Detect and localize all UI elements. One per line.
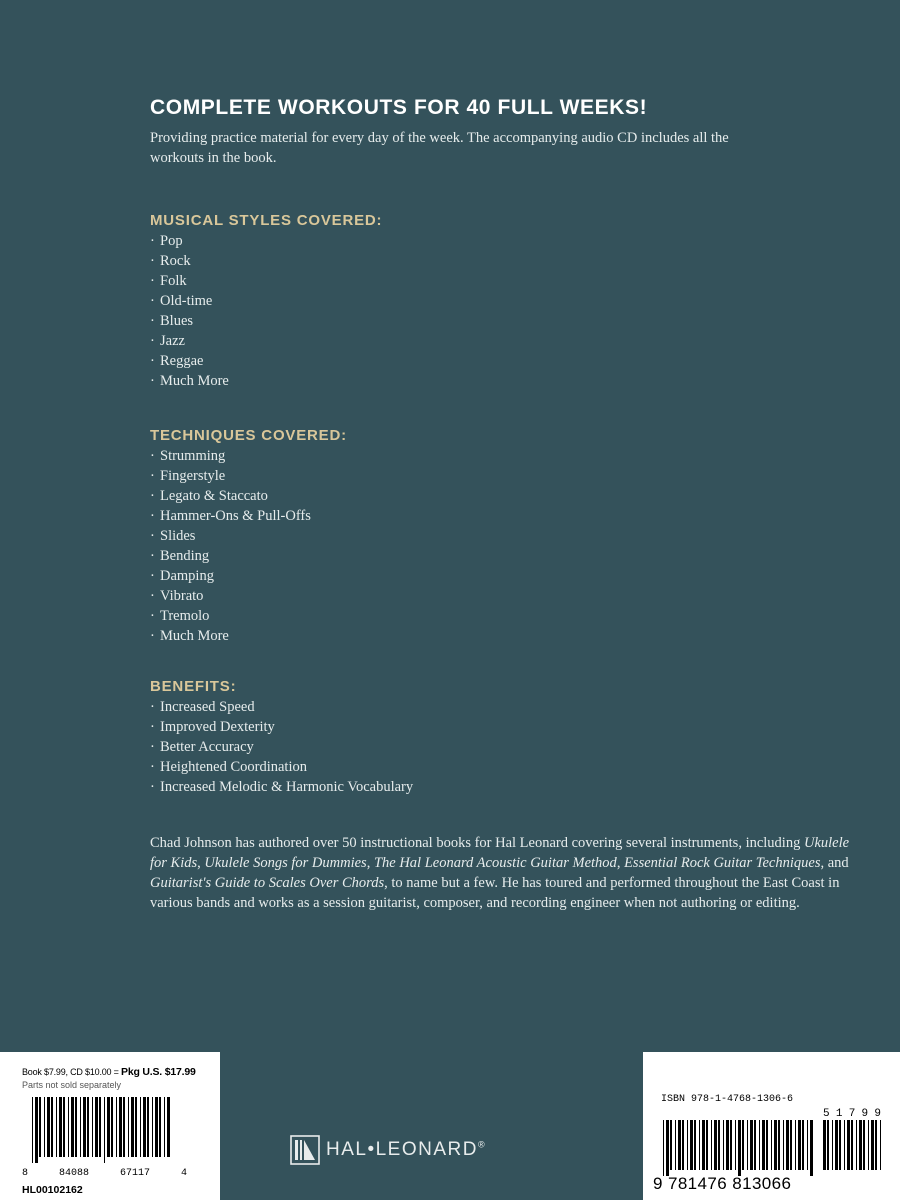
list-item: · Slides	[150, 526, 840, 546]
barcode-bar	[802, 1120, 804, 1170]
barcode-bar	[32, 1097, 33, 1163]
list-benefits	[150, 697, 840, 797]
list-item: · Fingerstyle	[150, 466, 840, 486]
list-item: · Improved Dexterity	[150, 717, 840, 737]
barcode-bar	[778, 1120, 780, 1170]
barcode-bar	[771, 1120, 772, 1170]
barcode-bar	[675, 1120, 676, 1170]
barcode-bar	[155, 1097, 158, 1157]
barcode-bar	[68, 1097, 69, 1157]
list-item: · Much More	[150, 626, 840, 646]
barcode-bar	[678, 1120, 681, 1170]
barcode-bar	[880, 1120, 881, 1170]
addon-digit: 1	[835, 1108, 843, 1120]
price-total: Pkg U.S. $17.99	[121, 1066, 196, 1078]
barcode-bar	[706, 1120, 708, 1170]
list-item: · Pop	[150, 231, 840, 251]
barcode-bar	[92, 1097, 93, 1157]
section-title-benefits: BENEFITS:	[150, 678, 237, 695]
list-item: · Tremolo	[150, 606, 840, 626]
list-item: · Much More	[150, 371, 840, 391]
upc-barcode	[32, 1097, 172, 1163]
barcode-bar	[104, 1097, 105, 1163]
barcode-bar	[690, 1120, 693, 1170]
upc-digit-group: 67117	[119, 1168, 150, 1179]
isbn-barcode	[663, 1120, 813, 1176]
section-title-techniques: TECHNIQUES COVERED:	[150, 427, 347, 444]
barcode-bar	[723, 1120, 724, 1170]
barcode-bar	[859, 1120, 862, 1170]
barcode-bar	[95, 1097, 98, 1157]
list-item: · Folk	[150, 271, 840, 291]
list-item: · Legato & Staccato	[150, 486, 840, 506]
barcode-bar	[159, 1097, 161, 1157]
hal-leonard-logo	[290, 1135, 486, 1165]
barcode-bar	[851, 1120, 853, 1170]
barcode-bar	[666, 1120, 669, 1176]
barcode-bar	[863, 1120, 865, 1170]
barcode-bar	[99, 1097, 101, 1157]
upc-digit-group: 8	[22, 1168, 29, 1179]
logo-text	[326, 1139, 486, 1161]
barcode-bar	[742, 1120, 744, 1170]
barcode-bar	[687, 1120, 688, 1170]
barcode-bar	[847, 1120, 850, 1170]
product-code: HL00102162	[22, 1184, 83, 1196]
addon-digit: 9	[861, 1108, 869, 1120]
barcode-bar	[123, 1097, 125, 1157]
upc-digits	[22, 1168, 187, 1179]
barcode-bar	[699, 1120, 700, 1170]
list-techniques	[150, 446, 840, 646]
list-item: · Heightened Coordination	[150, 757, 840, 777]
barcode-bar	[875, 1120, 877, 1170]
barcode-bar	[164, 1097, 165, 1157]
barcode-bar	[83, 1097, 86, 1157]
barcode-bar	[786, 1120, 789, 1170]
barcode-bar	[44, 1097, 45, 1157]
headline: COMPLETE WORKOUTS FOR 40 FULL WEEKS!	[150, 96, 648, 119]
parts-note: Parts not sold separately	[22, 1080, 122, 1090]
logo-wordmark: HAL•LEONARD	[326, 1139, 478, 1160]
barcode-bar	[75, 1097, 77, 1157]
list-item: · Increased Speed	[150, 697, 840, 717]
barcode-bar	[140, 1097, 141, 1157]
intro-text: Providing practice material for every day of the week. The accompanying audio CD includes all the workouts in the book.	[150, 130, 729, 166]
barcode-bar	[80, 1097, 81, 1157]
barcode-bar	[39, 1097, 41, 1157]
list-item: · Bending	[150, 546, 840, 566]
bio-sep: ,	[197, 855, 205, 871]
barcode-bar	[823, 1120, 826, 1170]
list-item: · Rock	[150, 251, 840, 271]
barcode-bar	[714, 1120, 717, 1170]
barcode-bar	[839, 1120, 841, 1170]
price-barcode-box	[0, 1052, 220, 1200]
section-title-styles: MUSICAL STYLES COVERED:	[150, 212, 383, 229]
list-item: · Strumming	[150, 446, 840, 466]
barcode-bar	[682, 1120, 684, 1170]
cover-text	[150, 96, 850, 928]
barcode-bar	[735, 1120, 736, 1170]
barcode-bar	[663, 1120, 664, 1176]
barcode-bar	[738, 1120, 741, 1176]
author-bio	[150, 833, 850, 913]
bio-text: Chad Johnson has authored over 50 instructional books for Hal Leonard covering several instruments, including	[150, 835, 804, 851]
bio-text: , to name but a few. He has toured and performed throughout the East Coast in various bands and works as a session guitarist, composer, and recording engineer when not authoring or editing.	[150, 875, 840, 911]
barcode-bar	[795, 1120, 796, 1170]
barcode-bar	[783, 1120, 784, 1170]
upc-digit-group: 84088	[58, 1168, 89, 1179]
list-item: · Jazz	[150, 331, 840, 351]
price-breakdown: Book $7.99, CD $10.00 =	[22, 1067, 122, 1077]
addon-digit: 5	[823, 1108, 830, 1120]
barcode-bar	[747, 1120, 748, 1170]
barcode-bar	[871, 1120, 874, 1170]
bio-sep: ,	[616, 855, 625, 871]
barcode-bar	[143, 1097, 146, 1157]
list-item: · Old-time	[150, 291, 840, 311]
barcode-bar	[790, 1120, 792, 1170]
registered-mark: ®	[477, 1139, 487, 1150]
barcode-bar	[832, 1120, 833, 1170]
list-item: · Damping	[150, 566, 840, 586]
list-item: · Reggae	[150, 351, 840, 371]
barcode-bar	[119, 1097, 122, 1157]
book-title: Guitarist's Guide to Scales Over Chords	[150, 875, 385, 891]
barcode-bar	[726, 1120, 729, 1170]
list-item: · Vibrato	[150, 586, 840, 606]
barcode-bar	[135, 1097, 137, 1157]
barcode-bar	[128, 1097, 129, 1157]
list-item: · Increased Melodic & Harmonic Vocabulary	[150, 777, 840, 797]
barcode-bar	[835, 1120, 838, 1170]
bio-sep: ,	[366, 855, 374, 871]
barcode-bar	[116, 1097, 117, 1157]
barcode-bar	[51, 1097, 53, 1157]
barcode-bar	[762, 1120, 765, 1170]
barcode-bar	[730, 1120, 732, 1170]
book-title: Ukulele for Kids	[150, 835, 850, 871]
barcode-bar	[774, 1120, 777, 1170]
barcode-bar	[766, 1120, 768, 1170]
barcode-bar	[759, 1120, 760, 1170]
addon-digits	[823, 1108, 881, 1120]
barcode-bar	[798, 1120, 801, 1170]
barcode-bar	[131, 1097, 134, 1157]
barcode-bar	[807, 1120, 808, 1170]
barcode-bar	[670, 1120, 672, 1170]
barcode-bar	[844, 1120, 845, 1170]
hal-leonard-mark-icon	[290, 1135, 320, 1165]
price-line	[22, 1066, 196, 1078]
barcode-bar	[827, 1120, 829, 1170]
barcode-bar	[71, 1097, 74, 1157]
isbn-barcode-box	[643, 1052, 900, 1200]
barcode-bar	[167, 1097, 170, 1157]
barcode-bar	[856, 1120, 857, 1170]
list-item: · Blues	[150, 311, 840, 331]
barcode-bar	[750, 1120, 753, 1170]
book-title: Ukulele Songs for Dummies	[204, 855, 367, 871]
book-title: The Hal Leonard Acoustic Guitar Method	[373, 855, 617, 871]
list-styles	[150, 231, 840, 391]
addon-digit: 9	[874, 1108, 881, 1120]
addon-barcode	[823, 1120, 883, 1176]
upc-digit-group: 4	[180, 1168, 187, 1179]
addon-digit: 7	[848, 1108, 856, 1120]
isbn-number: ISBN 978-1-4768-1306-6	[661, 1094, 794, 1105]
barcode-bar	[87, 1097, 89, 1157]
barcode-bar	[111, 1097, 113, 1157]
barcode-bar	[59, 1097, 62, 1157]
book-title: Essential Rock Guitar Techniques	[624, 855, 821, 871]
barcode-bar	[107, 1097, 110, 1157]
barcode-bar	[63, 1097, 65, 1157]
barcode-bar	[702, 1120, 705, 1170]
list-item: · Hammer-Ons & Pull-Offs	[150, 506, 840, 526]
barcode-bar	[754, 1120, 756, 1170]
barcode-bar	[868, 1120, 869, 1170]
barcode-bar	[711, 1120, 712, 1170]
bio-sep: , and	[820, 855, 849, 871]
barcode-bar	[718, 1120, 720, 1170]
barcode-bar	[694, 1120, 696, 1170]
barcode-bar	[35, 1097, 38, 1163]
barcode-bar	[810, 1120, 813, 1176]
barcode-bar	[152, 1097, 153, 1157]
barcode-bar	[56, 1097, 57, 1157]
barcode-bar	[147, 1097, 149, 1157]
list-item: · Better Accuracy	[150, 737, 840, 757]
barcode-bar	[47, 1097, 50, 1157]
isbn-barcode-digits: 9 781476 813066	[653, 1174, 792, 1193]
